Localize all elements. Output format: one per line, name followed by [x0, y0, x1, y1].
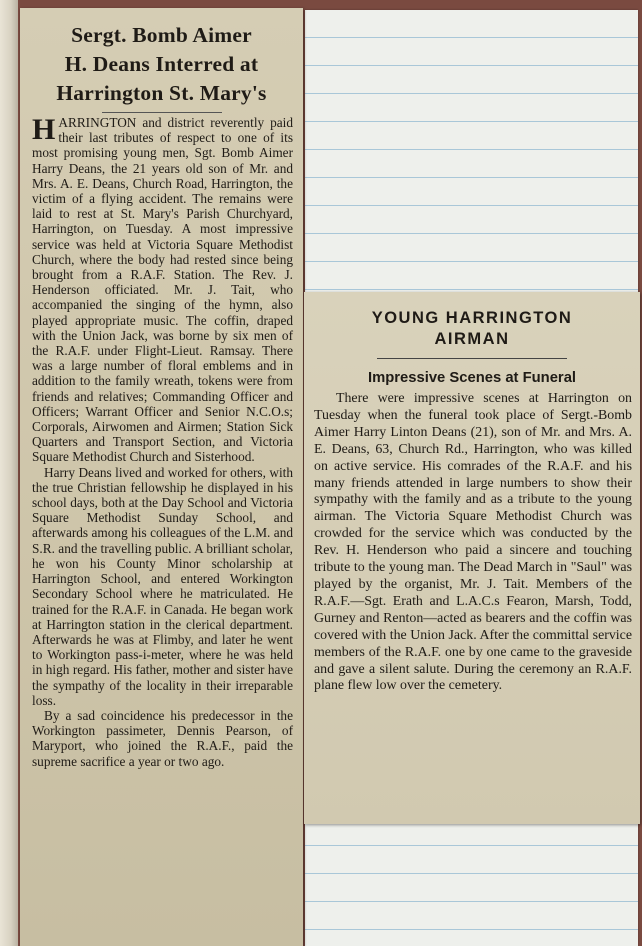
article-paragraph: There were impressive scenes at Harrington on Tuesday when the funeral took place of Sergt.-Bomb Aimer Harry Linton Deans (21), son of Mr. and Mrs. A. E. Deans, 63, Church Rd., Harrington, who was killed on active service. His comrades of the R.A.F. and his many friends attended in large numbers to show their sympathy with the family and as a tribute to the young airman. The Victoria Square Methodist Church was crowded for the service which was conducted by the Rev. H. Henderson who paid a sincere and touching tribute to the young man. The Dead March in "Saul" was played by the organist, Mr. J. Tait. Members of the R.A.F.—Sgt. Erath and L.A.C.s Fearon, Marsh, Todd, Gurney and Renton—acted as bearers and the coffin was covered with the Union Jack. After the committal service members of the R.A.F. one by one came to the graveside and gave a silent salute. During the ceremony an R.A.F. plane flew low over the cemetery.: [314, 391, 632, 694]
clipping-headline: [20, 8, 303, 108]
ruled-paper-top: [305, 10, 638, 298]
headline-line-3: Harrington St. Mary's: [56, 81, 267, 105]
album-page-edge: [0, 0, 18, 946]
article-paragraph: By a sad coincidence his predecessor in the Workington passimeter, Dennis Pearson, of Maryport, who joined the R.A.F., paid the supreme sacrifice a year or two ago.: [32, 707, 293, 769]
headline-line-1: YOUNG HARRINGTON: [371, 309, 573, 327]
article-body: [20, 115, 303, 769]
headline-line-2: H. Deans Interred at: [64, 52, 259, 76]
headline-divider: [102, 112, 222, 113]
clipping-headline: [304, 292, 640, 350]
headline-line-2: AIRMAN: [434, 330, 510, 348]
headline-line-1: Sergt. Bomb Aimer: [71, 23, 252, 47]
article-paragraph: HARRINGTON and district reverently paid their last tributes of respect to one of its most promising young men, Sgt. Bomb Aimer Harry Deans, the 21 years old son of Mr. and Mrs. A. E. Deans, Church Road, Harrington, the victim of a flying accident. The remains were laid to rest at St. Mary's Parish Churchyard, Harrington, on Tuesday. A most impressive service was held at Victoria Square Methodist Church, where the body had rested since being brought from a R.A.F. Station. The Rev. J. Henderson officiated. Mr. J. Tait, who accompanied the singing of the hymn, also played appropriate music. The coffin, draped with the Union Jack, was borne by six men of the R.A.F. under Flight-Lieut. Ramsay. There was a large number of floral emblems and in addition to the family wreath, tokens were from friends and relatives; Commanding Officer and Officers; Warrant Officer and Senior N.C.O.s; Corporals, Airwomen and Airmen; Station Sick Quarters and Transport Section, and Victoria Square Methodist Church and Sisterhood.: [32, 113, 293, 465]
clipping-subheading: Impressive Scenes at Funeral: [367, 370, 577, 386]
headline-divider: [377, 358, 567, 359]
article-paragraph: Harry Deans lived and worked for others, with the true Christian fellowship he displayed in his school days, both at the Day School and Victoria Square Methodist Sunday School, and afterwards among his colleagues of the L.M. and S.R. and the travelling public. A brilliant scholar, he won his County Minor scholarship at Harrington School, and entered Workington Secondary School where he matriculated. He trained for the R.A.F. in Canada. He began work at Harrington station in the clerical department. Afterwards he was at Flimby, and later he went to Workington pass-i-meter, where he was held in high regard. His father, mother and sister have the sympathy of the locality in their irreparable loss.: [32, 464, 293, 708]
newspaper-clipping-left: [20, 8, 303, 946]
newspaper-clipping-right: [304, 292, 640, 824]
ruled-paper-bottom: [305, 818, 638, 946]
drop-cap: H: [32, 113, 56, 146]
article-body: [304, 391, 640, 695]
